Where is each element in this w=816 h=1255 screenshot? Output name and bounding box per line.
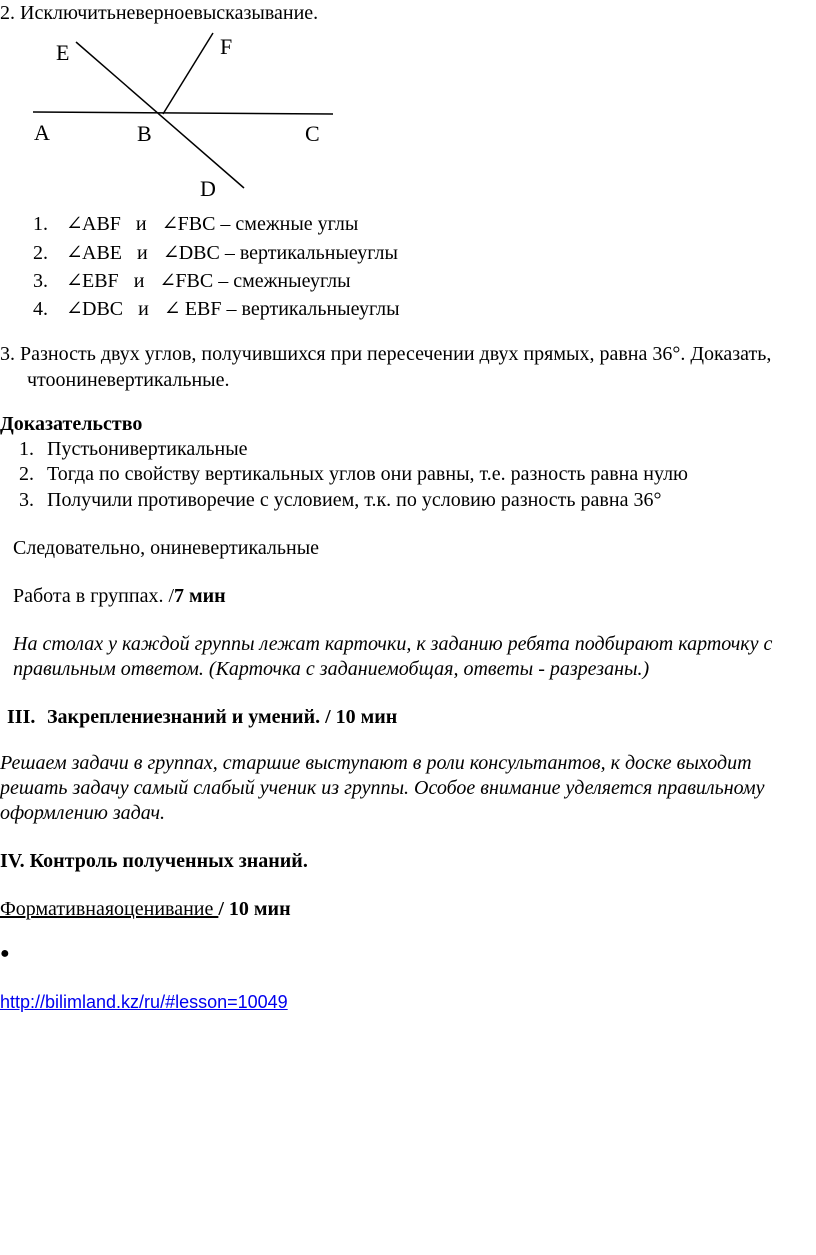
angle-diagram-svg [0,28,360,208]
angle-icon: ∠ [162,242,180,264]
label-e: E [56,40,70,65]
line-ed [76,42,244,188]
task3-text-line2: чтоониневертикальные. [27,369,230,391]
task2-item-4: 4. ∠DBC и ∠ EBF – вертикальныеуглы [33,298,400,320]
formative-label: Формативнаяоценивание [0,898,219,920]
task2-title: 2. Исключитьневерноевысказывание. [0,2,319,24]
angle-icon: ∠ [161,213,179,235]
task3-text-line1: 3. Разность двух углов, получившихся при пересечении двух прямых, равна 36°. Доказать, [0,343,772,365]
section4-heading: IV. Контроль полученных знаний. [0,850,308,872]
proof-item-1: 1. Пустьонивертикальные [19,438,248,460]
label-a: A [34,120,50,145]
angle-icon: ∠ [159,270,177,292]
line-ac [33,112,333,114]
proof-item-3: 3. Получили противоречие с условием, т.к. по условию разность равна 36° [19,489,662,511]
proof-item-2: 2. Тогда по свойству вертикальных углов они равны, т.е. разность равна нулю [19,463,688,485]
section3-desc-line2: решать задачу самый слабый ученик из группы. Особое внимание уделяется правильному [0,777,765,799]
angle-icon: ∠ [66,242,83,264]
lesson-link[interactable]: http://bilimland.kz/ru/#lesson=10049 [0,992,288,1012]
bullet-icon: ● [0,945,10,962]
angle-diagram [0,28,360,208]
angle-icon: ∠ [66,270,83,292]
label-c: C [305,121,320,146]
task2-item-1: 1. ∠ABF и ∠FBC – смежные углы [33,213,359,235]
task2-item-3: 3. ∠EBF и ∠FBC – смежныеуглы [33,270,351,292]
label-b: B [137,121,152,146]
angle-icon: ∠ [66,298,83,320]
formative-time: / 10 мин [218,898,291,920]
section3-heading: III. Закреплениезнаний и умений. / 10 мин [7,706,398,728]
group-work-desc-line2: правильным ответом. (Карточка с заданиемобщая, ответы - разрезаны.) [13,658,650,680]
section3-desc-line1: Решаем задачи в группах, старшие выступают в роли консультантов, к доске выходит [0,752,752,774]
label-d: D [200,176,216,201]
task2-item-2: 2. ∠ABE и ∠DBC – вертикальныеуглы [33,242,398,264]
formative-line [0,898,291,921]
angle-icon: ∠ [163,298,181,320]
label-f: F [220,34,233,59]
angle-icon: ∠ [66,213,83,235]
group-work-time: 7 мин [174,585,226,607]
section3-desc-line3: оформлению задач. [0,802,166,824]
ray-bf [163,33,213,114]
group-work-line: Работа в группах. /7 мин [13,585,226,607]
group-work-desc-line1: На столах у каждой группы лежат карточки, к заданию ребята подбирают карточку с [13,633,773,655]
proof-conclusion: Следовательно, ониневертикальные [13,537,320,559]
proof-heading: Доказательство [0,413,143,435]
